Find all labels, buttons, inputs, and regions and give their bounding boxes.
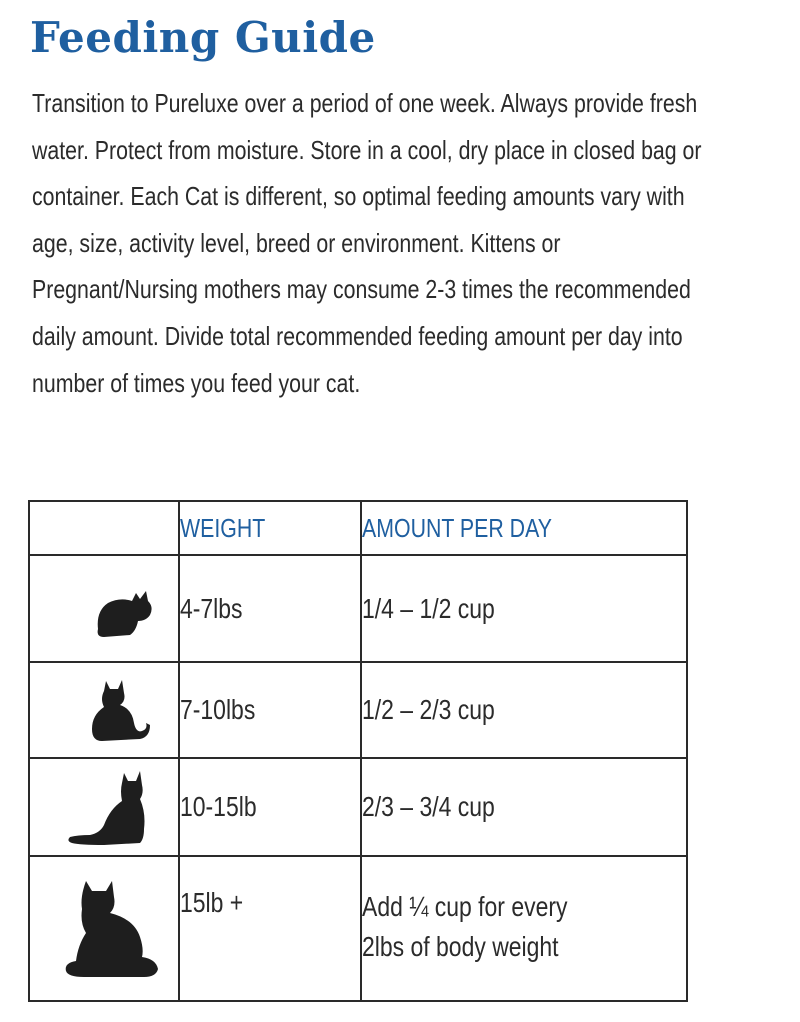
header-icon-cell — [29, 501, 179, 555]
table-row — [29, 856, 687, 1001]
header-amount-per-day: AMOUNT PER DAY — [361, 501, 687, 555]
large-cat-icon — [64, 879, 160, 979]
header-weight: WEIGHT — [179, 501, 361, 555]
icon-cell — [29, 662, 179, 758]
amount-cell: 1/4 – 1/2 cup — [361, 555, 687, 662]
amount-cell: 1/2 – 2/3 cup — [361, 662, 687, 758]
intro-paragraph: Transition to Pureluxe over a period of one week. Always provide fresh water. Protect from moisture. Store in a cool, dry place in closed bag or container. Each Cat is different, so optimal feeding amounts vary with age, size, activity level, breed or environment. Kittens or Pregnant/Nursing mothers may consume 2-3 times the recommended daily amount. Divide total recommended feeding amount per day into number of times you feed your cat. — [32, 88, 702, 398]
feeding-table — [28, 500, 688, 1002]
table-header-row — [29, 501, 687, 555]
weight-cell: 10-15lb — [179, 758, 361, 856]
page-title: Feeding Guide — [30, 13, 376, 62]
icon-cell — [29, 555, 179, 662]
medium-cat-icon — [66, 769, 152, 847]
amount-line-1: Add ¼ cup for every — [362, 891, 568, 922]
weight-cell: 15lb + — [179, 856, 361, 1001]
table-row — [29, 555, 687, 662]
amount-line-2: 2lbs of body weight — [362, 931, 559, 962]
amount-cell — [361, 856, 687, 1001]
weight-cell: 4-7lbs — [179, 555, 361, 662]
sitting-cat-icon — [88, 677, 150, 745]
icon-cell — [29, 758, 179, 856]
icon-cell — [29, 856, 179, 1001]
weight-cell: 7-10lbs — [179, 662, 361, 758]
table-row — [29, 758, 687, 856]
amount-cell: 2/3 – 3/4 cup — [361, 758, 687, 856]
table-row — [29, 662, 687, 758]
small-cat-icon — [94, 589, 156, 639]
